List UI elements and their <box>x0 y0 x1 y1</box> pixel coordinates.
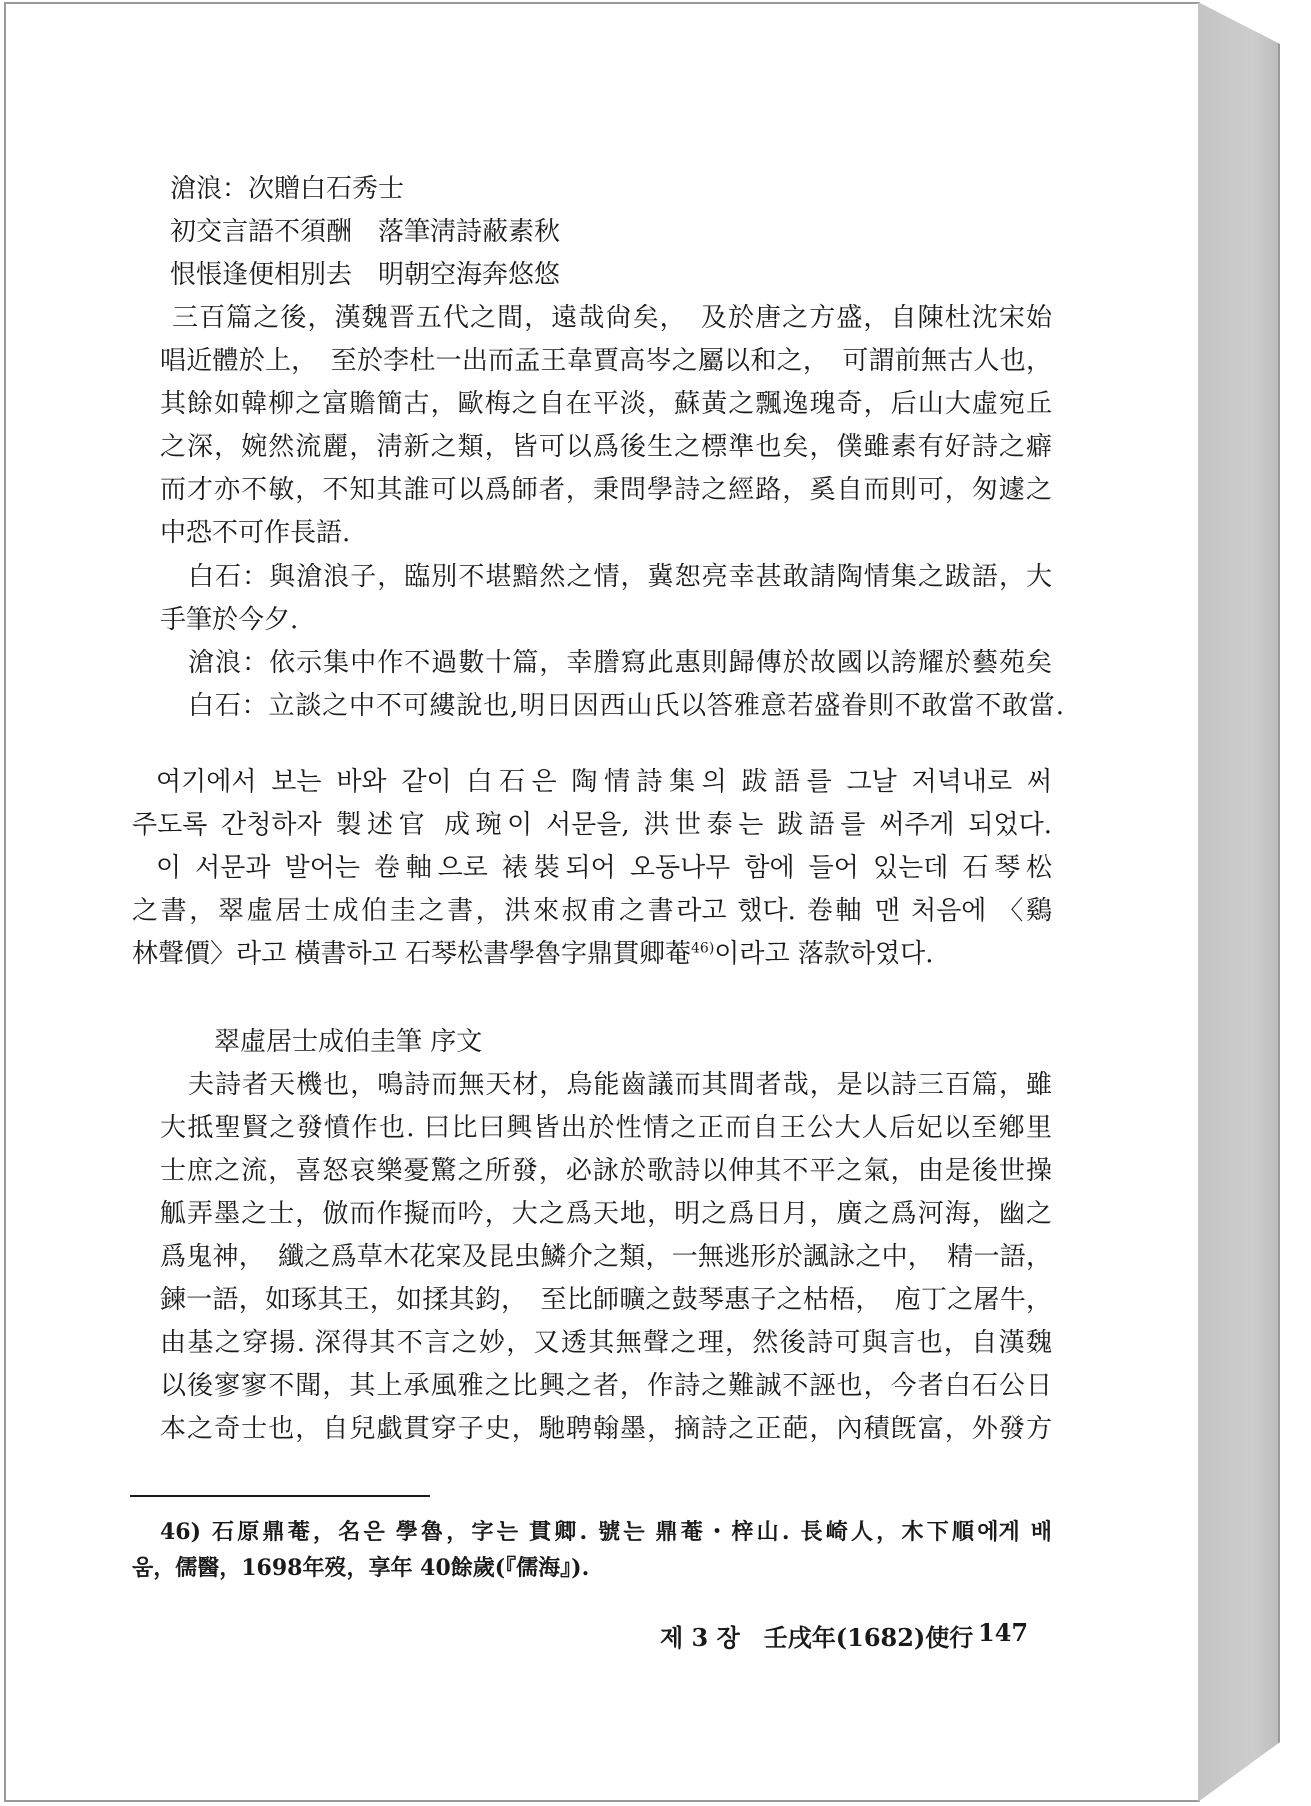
korean-line: 之書，翠虛居士成伯圭之書，洪來叔甫之書라고 했다. 卷軸 맨 처음에 〈鷄 <box>132 896 1052 926</box>
footnote-line: 움，儒醫，1698年歿，享年 40餘歲(『儒海』). <box>132 1555 590 1581</box>
preface-line: 由基之穿揚. 深得其不言之妙，又透其無聲之理，然後詩可與言也，自漢魏 <box>160 1328 1052 1358</box>
preface-line: 觚弄墨之士，倣而作擬而吟，大之爲天地，明之爲日月，廣之爲河海，幽之 <box>160 1199 1052 1229</box>
korean-line: 이 서문과 발어는 卷軸으로 裱裝되어 오동나무 함에 들어 있는데 石琴松 <box>156 853 1052 883</box>
preface-line: 士庶之流，喜怒哀樂憂驚之所發，必詠於歌詩以伸其不平之氣，由是後世操 <box>160 1156 1052 1186</box>
prose-line: 中恐不可作長語. <box>160 518 351 548</box>
prose-line: 三百篇之後，漢魏晋五代之間，遠哉尙矣， 及於唐之方盛，自陳杜沈宋始 <box>172 303 1052 333</box>
page-edge <box>1198 2 1280 1802</box>
dialogue-line: 白石：立談之中不可縷說也,明日因西山氏以答雅意若盛眷則不敢當不敢當. <box>188 691 1064 721</box>
footnote-rule <box>130 1495 430 1497</box>
preface-line: 本之奇士也，自兒戱貫穿子史，馳聘翰墨，摘詩之正葩，內積旣富，外發方 <box>160 1414 1052 1444</box>
preface-line: 爲鬼神， 纖之爲草木花宲及昆虫鱗介之類，一無逃形於諷詠之中， 精一語， <box>160 1242 1052 1272</box>
korean-line: 주도록 간청하자 製述官 成琬이 서문을, 洪世泰는 跋語를 써주게 되었다. <box>132 810 1052 840</box>
dialogue-line: 白石：與滄浪子，臨別不堪黯然之情，冀恕亮幸甚敢請陶情集之跋語，大 <box>188 562 1052 592</box>
preface-line: 夫詩者天機也，鳴詩而無天材，烏能齒議而其間者哉，是以詩三百篇，雖 <box>188 1070 1052 1100</box>
preface-line: 大抵聖賢之發憤作也. 曰比曰興皆出於性情之正而自王公大人后妃以至鄕里 <box>160 1113 1052 1143</box>
chapter-footer: 제 3 장 壬戌年(1682)使行 <box>660 1623 974 1652</box>
preface-line: 以後寥寥不聞，其上承風雅之比興之者，作詩之難誠不誣也，今者白石公日 <box>160 1371 1052 1401</box>
footnote-ref: 46) <box>691 940 715 957</box>
poem-line: 恨悵逢便相別去 明朝空海奔悠悠 <box>170 260 561 290</box>
dialogue-line: 手筆於今夕. <box>160 605 299 635</box>
prose-line: 而才亦不敏，不知其誰可以爲師者，秉問學詩之經路，奚自而則可，匆遽之 <box>160 475 1052 505</box>
preface-title: 翠虛居士成伯圭筆 序文 <box>214 1027 483 1057</box>
dialogue-line: 滄浪：依示集中作不過數十篇，幸謄寫此惠則歸傳於故國以誇耀於藝苑矣 <box>188 648 1052 678</box>
korean-text: 林聲價〉라고 橫書하고 石琴松書學魯字鼎貫卿菴 <box>132 939 691 969</box>
prose-line: 其餘如韓柳之富贍簡古，歐梅之自在平淡，蘇黃之飄逸瑰奇，后山大虛宛丘 <box>160 389 1052 419</box>
poem-title: 滄浪：次贈白石秀士 <box>170 174 405 204</box>
footnote-line: 46) 石原鼎菴，名은 學魯，字는 貫卿. 號는 鼎菴・梓山. 長崎人，木下順에게 배 <box>160 1519 1052 1545</box>
poem-line: 初交言語不須酬 落筆淸詩蔽素秋 <box>170 217 561 247</box>
prose-line: 之深，婉然流麗，淸新之類，皆可以爲後生之標準也矣，僕雖素有好詩之癖 <box>160 432 1052 462</box>
korean-text: 이라고 落款하였다. <box>714 939 934 969</box>
preface-line: 鍊一語，如琢其王，如揉其鈞， 至比師曠之鼓琴惠子之枯梧， 庖丁之屠牛， <box>160 1285 1052 1315</box>
prose-line: 唱近體於上， 至於李杜一出而孟王韋賈高岑之屬以和之， 可謂前無古人也， <box>160 346 1052 376</box>
korean-line: 여기에서 보는 바와 같이 白石은 陶情詩集의 跋語를 그날 저녁내로 써 <box>156 767 1052 797</box>
page-number: 147 <box>978 1618 1029 1647</box>
korean-line <box>132 937 934 971</box>
